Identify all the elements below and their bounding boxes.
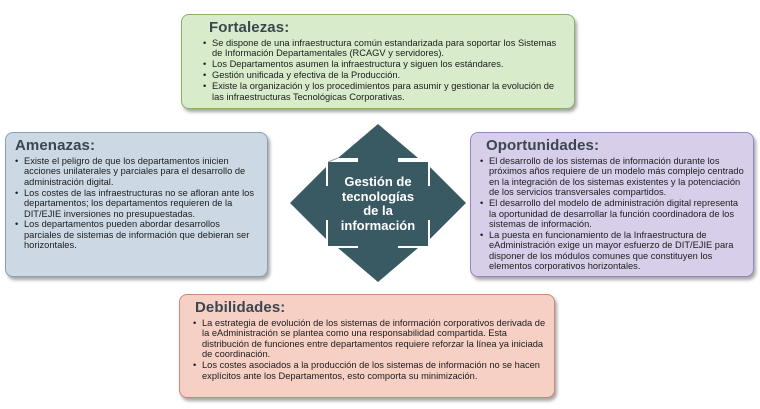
weaknesses-title: Debilidades: <box>195 299 286 316</box>
item-text: El desarrollo del modelo de administración digital representa la oportunidad de desarrollar la función coordinadora de los sistemas de información. <box>489 198 739 229</box>
bullet-icon: • <box>480 156 484 166</box>
item-text: Los departamentos pueden abordar desarrollos parciales de sistemas de información que debieran ser horizontales. <box>24 219 250 251</box>
center-diagram <box>288 122 468 284</box>
list-item <box>15 219 259 250</box>
item-text: Gestión unificada y efectiva de la Producción. <box>212 70 401 81</box>
center-line: tecnologías <box>341 188 415 204</box>
item-text: Los costes asociados a la producción de los sistemas de información no se hacen explícitos ante los Departamentos, esto comporta su minimización. <box>202 360 540 381</box>
bullet-icon: • <box>193 318 197 328</box>
center-line: Gestión de <box>344 174 412 189</box>
list-item <box>480 230 745 272</box>
list-item <box>193 360 546 381</box>
bullet-icon: • <box>203 70 207 81</box>
list-item <box>480 198 745 229</box>
list-item <box>480 156 745 198</box>
bullet-icon: • <box>15 219 19 230</box>
bullet-icon: • <box>203 59 207 70</box>
arrow-right-icon <box>422 167 466 239</box>
bullet-icon: • <box>480 229 484 240</box>
arrow-down-icon <box>338 240 418 282</box>
item-text: La estrategia de evolución de los sistemas de información corporativos derivada de la eAdministración se plantea como una responsabilidad compartida. Esta distribución de funciones entre departamentos requiere reforzar la línea ya iniciada de coordinación. <box>202 318 546 360</box>
bullet-icon: • <box>203 81 207 92</box>
center-line: de la <box>363 203 393 218</box>
bullet-icon: • <box>193 360 197 371</box>
opportunities-list <box>480 156 745 271</box>
bullet-icon: • <box>480 198 484 209</box>
list-item <box>203 59 566 69</box>
item-text: Existe la organización y los procedimientos para asumir y gestionar la evolución de las infraestructuras Tecnológicas Corporativas. <box>212 81 555 102</box>
weaknesses-list <box>193 318 546 381</box>
list-item <box>15 188 259 219</box>
center-label <box>328 162 428 246</box>
list-item <box>203 70 566 80</box>
item-text: Existe el peligro de que los departamentos inicien acciones unilaterales y parciales para el desarrollo de administración digital. <box>24 156 246 187</box>
item-text: La puesta en funcionamiento de la Infraestructura de eAdministración exige un mayor esfuerzo de DIT/EJIE para disponer de los módulos comunes que constituyen los elementos corporativos horizontales. <box>489 229 734 272</box>
center-line: información <box>340 217 416 233</box>
list-item <box>203 38 566 59</box>
opportunities-title: Oportunidades: <box>486 137 600 154</box>
list-item <box>193 318 546 360</box>
bullet-icon: • <box>15 187 19 198</box>
item-text: Los costes de las infraestructuras no se afloran ante los departamentos; los departamentos requieren de la DIT/EJIE inversiones no presupuestadas. <box>24 187 254 219</box>
threats-box <box>5 132 268 277</box>
threats-title: Amenazas: <box>15 137 96 154</box>
item-text: Los Departamentos asumen la infraestructura y siguen los estándares. <box>212 59 504 70</box>
arrow-up-icon <box>338 124 418 166</box>
item-text: Se dispone de una infraestructura común estandarizada para soportar los Sistemas de Información Departamentales (RCAGV y servidores). <box>212 38 557 59</box>
threats-list <box>15 156 259 251</box>
strengths-title: Fortalezas: <box>209 19 290 36</box>
strengths-box <box>181 14 575 109</box>
list-item <box>203 81 566 102</box>
list-item <box>15 156 259 187</box>
bullet-icon: • <box>15 156 19 166</box>
bullet-icon: • <box>203 38 207 48</box>
strengths-list <box>203 38 566 102</box>
opportunities-box <box>470 132 754 277</box>
weaknesses-box <box>179 294 555 398</box>
item-text: El desarrollo de los sistemas de información durante los próximos años requiere de un modelo más complejo centrado en la integración de los sistemas existentes y la potenciación de los servicios transversales compartidos. <box>489 156 744 198</box>
